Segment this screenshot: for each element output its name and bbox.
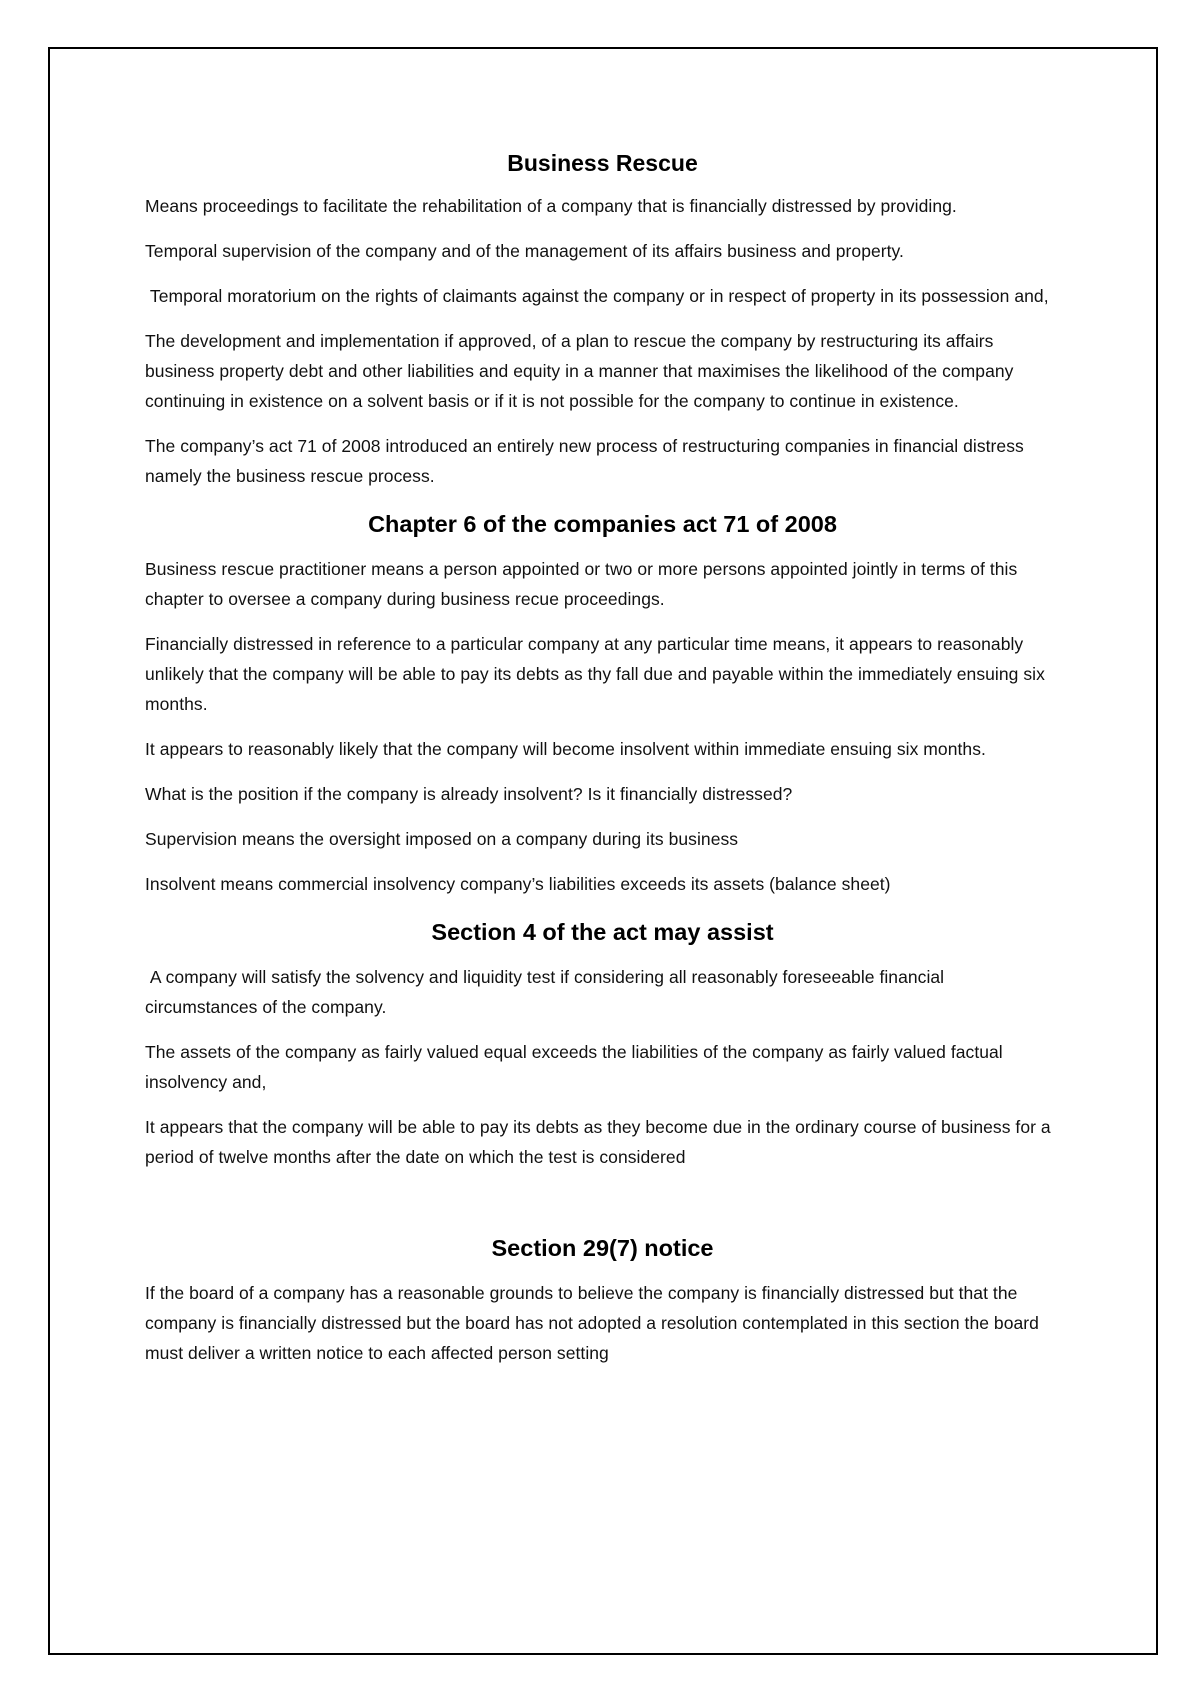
document-title: Business Rescue	[507, 150, 698, 176]
chapter6-paragraph-5: Supervision means the oversight imposed on a company during its business	[145, 829, 739, 849]
intro-paragraph-2: Temporal supervision of the company and of the management of its affairs business and property.	[145, 241, 904, 261]
section4-paragraph-1: A company will satisfy the solvency and liquidity test if considering all reasonably foreseeable financial circumstances of the company.	[145, 967, 950, 1017]
intro-paragraph-4: The development and implementation if approved, of a plan to rescue the company by restructuring its affairs business property debt and other liabilities and equity in a manner that maximises the likelihood of the company continuing in existence on a solvent basis or if it is not possible for the company to continue in existence.	[145, 331, 1014, 411]
chapter6-paragraph-4: What is the position if the company is already insolvent? Is it financially distressed?	[145, 784, 793, 804]
intro-paragraph-5: The company’s act 71 of 2008 introduced an entirely new process of restructuring companies in financial distress namely the business rescue process.	[145, 436, 1024, 486]
section4-heading: Section 4 of the act may assist	[431, 919, 774, 945]
chapter6-heading: Chapter 6 of the companies act 71 of 2008	[368, 511, 837, 537]
chapter6-paragraph-6: Insolvent means commercial insolvency company’s liabilities exceeds its assets (balance sheet)	[145, 874, 891, 894]
section4-paragraph-3: It appears that the company will be able to pay its debts as they become due in the ordinary course of business for a period of twelve months after the date on which the test is considered	[145, 1117, 1051, 1167]
intro-paragraph-1: Means proceedings to facilitate the rehabilitation of a company that is financially distressed by providing.	[145, 196, 957, 216]
section29-paragraph-1: If the board of a company has a reasonable grounds to believe the company is financially distressed but that the company is financially distressed but the board has not adopted a resolution contemplated in this section the board must deliver a written notice to each affected person setting	[145, 1283, 1039, 1363]
document-body	[145, 145, 1060, 1383]
intro-paragraph-3: Temporal moratorium on the rights of claimants against the company or in respect of property in its possession and,	[145, 286, 1049, 306]
section29-heading: Section 29(7) notice	[491, 1235, 714, 1261]
chapter6-paragraph-3: It appears to reasonably likely that the company will become insolvent within immediate ensuing six months.	[145, 739, 986, 759]
chapter6-paragraph-1: Business rescue practitioner means a person appointed or two or more persons appointed jointly in terms of this chapter to oversee a company during business recue proceedings.	[145, 559, 1018, 609]
chapter6-paragraph-2: Financially distressed in reference to a particular company at any particular time means, it appears to reasonably unlikely that the company will be able to pay its debts as thy fall due and payable within the immediately ensuing six months.	[145, 634, 1045, 714]
section4-paragraph-2: The assets of the company as fairly valued equal exceeds the liabilities of the company as fairly valued factual insolvency and,	[145, 1042, 1003, 1092]
